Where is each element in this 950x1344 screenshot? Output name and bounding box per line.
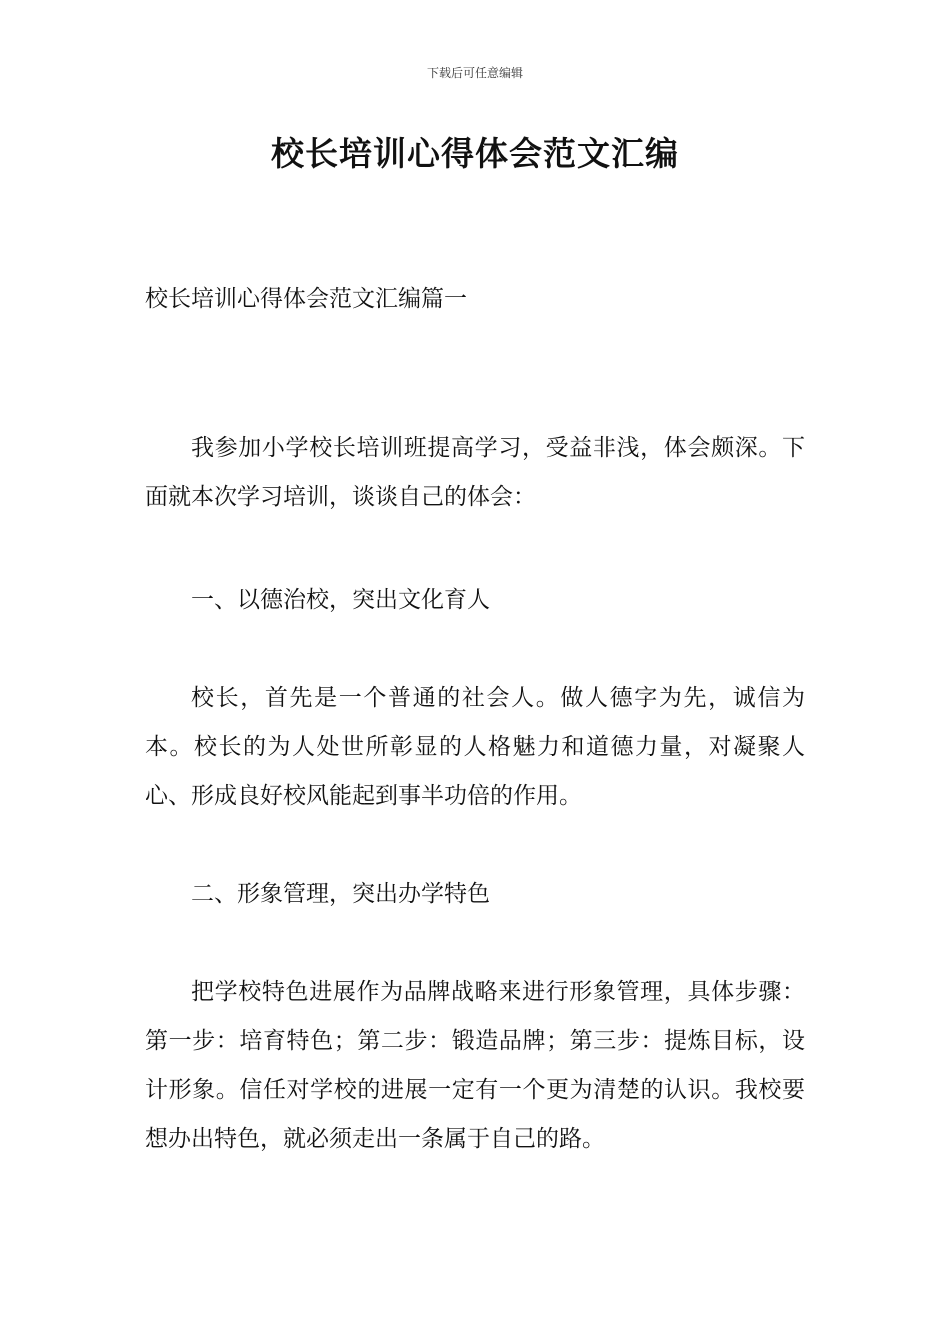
subheading-2: 二、形象管理，突出办学特色 [191, 881, 490, 907]
document-title: 校长培训心得体会范文汇编 [271, 134, 679, 173]
document-body [145, 424, 805, 1164]
paragraph-intro: 我参加小学校长培训班提高学习，受益非浅，体会颇深。下面就本次学习培训，谈谈自己的体会： [145, 435, 805, 510]
section-heading: 校长培训心得体会范文汇编篇一 [145, 286, 467, 312]
subheading-1: 一、以德治校，突出文化育人 [191, 587, 490, 613]
header-note: 下载后可任意编辑 [426, 66, 523, 80]
paragraph-2: 把学校特色进展作为品牌战略来进行形象管理，具体步骤：第一步：培育特色；第二步：锻造品牌；第三步：提炼目标，设计形象。信任对学校的进展一定有一个更为清楚的认识。我校要想办出特色，就必须走出一条属于自己的路。 [145, 979, 805, 1152]
paragraph-1: 校长，首先是一个普通的社会人。做人德字为先，诚信为本。校长的为人处世所彰显的人格魅力和道德力量，对凝聚人心、形成良好校风能起到事半功倍的作用。 [145, 685, 805, 809]
